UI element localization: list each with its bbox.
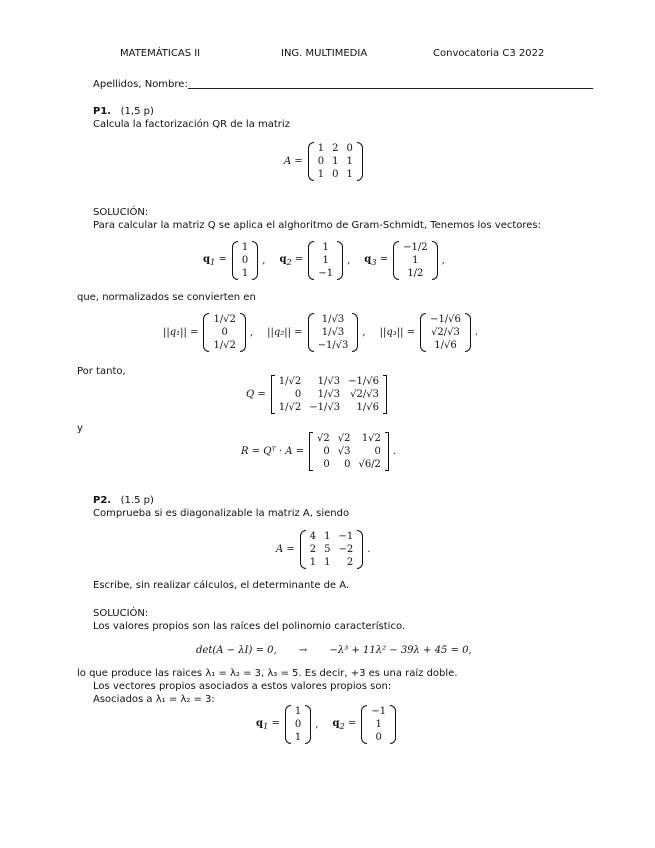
vector-cell: −1/√6 (430, 314, 461, 325)
name-line[interactable] (188, 88, 593, 89)
separator: , (315, 719, 319, 730)
norm-label: ||q₃|| = (379, 327, 416, 338)
p2-matrix-A (276, 530, 376, 569)
separator: . (367, 544, 371, 555)
matrix-cell: −2 (338, 544, 354, 555)
vector-sub: 1 (210, 257, 216, 267)
matrix-cell: √3 (337, 446, 351, 457)
vector-label: q (332, 718, 340, 729)
p2-eig-text: Los valores propios son las raíces del polinomio característico. (93, 621, 406, 632)
matrix-cell: 1 (317, 169, 325, 180)
p2-det-text: Escribe, sin realizar cálculos, el determinante de A. (93, 580, 350, 591)
p2-A-label: A = (276, 544, 295, 555)
vector-sub: 3 (371, 257, 377, 267)
matrix-cell: 1√2 (361, 433, 381, 444)
vector-cell: 0 (241, 255, 249, 266)
p1-heading (93, 106, 154, 117)
p1-intro: Para calcular la matriz Q se aplica el alghoritmo de Gram-Schmidt, Tenemos los vectores: (93, 220, 542, 231)
vector-cell: 1/√6 (434, 340, 457, 351)
matrix-cell: √6/2 (358, 459, 381, 470)
p1-vectors: $q_1$ = 1 0 1 , $q_2$ = 1 1 −1 , $q_3$ = −1/2 1 1/2 , (203, 242, 445, 279)
p2-assoc-text: Asociados a λ₁ = λ₂ = 3: (93, 694, 215, 705)
p1-Q-label: Q = (246, 389, 266, 400)
norm-label: ||q₁|| = (163, 327, 199, 338)
vector-label: q (279, 254, 287, 265)
separator: , (262, 255, 266, 266)
matrix-cell: 5 (324, 544, 331, 555)
vector-cell: 1/2 (407, 268, 424, 279)
vector-cell: 0 (221, 327, 228, 338)
vector-cell: 0 (375, 732, 382, 743)
p1-norm-vectors (163, 313, 484, 352)
p1-matrix-R (241, 432, 402, 471)
matrix-cell: √2/√3 (350, 389, 379, 400)
vector-cell: 1 (294, 732, 302, 743)
matrix-cell: 1 (324, 531, 331, 542)
vector-cell: 1 (241, 268, 249, 279)
matrix-cell: 1/√2 (278, 402, 302, 413)
matrix-cell: 2 (332, 143, 339, 154)
vector-label: q (256, 718, 263, 729)
matrix-cell: √2 (316, 433, 330, 444)
p2-roots-text: lo que produce las raices λ₁ = λ₂ = 3, λ₃ = 5. Es decir, +3 es una raíz doble. (77, 668, 458, 679)
vector-cell: 1 (294, 706, 302, 717)
p1-and: y (77, 423, 83, 434)
name-label: Apellidos, Nombre: (93, 79, 188, 90)
p2-points: (1.5 p) (120, 495, 154, 506)
p2-char-poly: det(A − λI) = 0, → −λ³ + 11λ² − 39λ + 45 = 0, (196, 645, 472, 656)
vector-sub: 1 (263, 721, 269, 731)
vector-cell: 1 (241, 242, 249, 253)
matrix-cell: 1 (309, 557, 317, 568)
vector-cell: 1/√2 (213, 340, 236, 351)
p1-A-label: A = (284, 156, 303, 167)
p2-label: P2. (93, 495, 112, 506)
matrix-cell: 0 (294, 389, 302, 400)
p1-normalized-text: que, normalizados se convierten en (77, 292, 256, 303)
matrix-cell: 1 (317, 143, 325, 154)
matrix-cell: √2 (337, 433, 351, 444)
vector-cell: −1 (371, 706, 387, 717)
matrix-cell: 0 (332, 169, 339, 180)
vector-cell: −1/√3 (317, 340, 349, 351)
separator: , (347, 255, 351, 266)
separator: , (249, 327, 254, 338)
matrix-cell: 1 (346, 156, 353, 167)
separator: , (362, 327, 366, 338)
vector-label: q (203, 254, 210, 265)
p2-prompt: Comprueba si es diagonalizable la matriz A, siendo (93, 508, 350, 519)
matrix-cell: −1/√3 (309, 402, 341, 413)
separator: . (392, 446, 397, 457)
matrix-cell: 0 (346, 143, 353, 154)
vector-sub: 2 (339, 721, 345, 731)
p2-eigvecs: $q_1$ = 1 0 1 , $q_2$ = −1 1 0 (256, 705, 406, 744)
vector-cell: 1 (322, 242, 329, 253)
vector-cell: 1/√3 (321, 327, 345, 338)
matrix-cell: −1 (338, 531, 354, 542)
matrix-cell: 1 (346, 169, 353, 180)
matrix-cell: 2 (309, 544, 317, 555)
matrix-cell: 1/√6 (356, 402, 379, 413)
vector-cell: 1/√2 (213, 314, 236, 325)
matrix-cell: 1 (332, 156, 339, 167)
vector-cell: 1 (375, 719, 382, 730)
header-subject: MATEMÁTICAS II (120, 48, 201, 59)
vector-sub: 2 (286, 257, 292, 267)
p1-points: (1,5 p) (120, 106, 154, 117)
matrix-cell: 1 (324, 557, 331, 568)
matrix-cell: 0 (323, 446, 330, 457)
vector-cell: −1 (318, 268, 334, 279)
p2-eigvec-text: Los vectores propios asociados a estos valores propios son: (93, 681, 392, 692)
p2-solution-label: SOLUCIÓN: (93, 608, 149, 619)
p1-solution-label: SOLUCIÓN: (93, 207, 149, 218)
vector-cell: 1/√3 (321, 314, 345, 325)
matrix-cell: 0 (344, 459, 351, 470)
vector-cell: √2/√3 (431, 327, 460, 338)
p1-matrix-Q (246, 375, 387, 414)
p1-prompt: Calcula la factorización QR de la matriz (93, 119, 290, 130)
matrix-cell: 0 (317, 156, 325, 167)
norm-label: ||q₂|| = (267, 327, 303, 338)
header-session: Convocatoria C3 2022 (433, 48, 545, 59)
matrix-cell: 0 (374, 446, 381, 457)
matrix-cell: −1/√6 (348, 376, 379, 387)
separator: , (441, 255, 445, 266)
p2-heading (93, 495, 154, 506)
matrix-cell: 4 (309, 531, 317, 542)
matrix-cell: 1/√3 (317, 376, 341, 387)
p1-matrix-A (284, 142, 363, 181)
vector-cell: 1 (412, 255, 419, 266)
matrix-cell: 0 (323, 459, 330, 470)
matrix-cell: 2 (346, 557, 354, 568)
matrix-cell: 1/√2 (278, 376, 302, 387)
p1-label: P1. (93, 106, 112, 117)
header-degree: ING. MULTIMEDIA (281, 48, 368, 59)
separator: . (474, 327, 479, 338)
vector-cell: 1 (322, 255, 329, 266)
p1-R-label: R = Qᵀ · A = (241, 446, 304, 457)
vector-label: q (364, 254, 372, 265)
matrix-cell: 1/√3 (317, 389, 341, 400)
vector-cell: 0 (294, 719, 302, 730)
vector-cell: −1/2 (403, 242, 428, 253)
p1-therefore: Por tanto, (77, 366, 126, 377)
